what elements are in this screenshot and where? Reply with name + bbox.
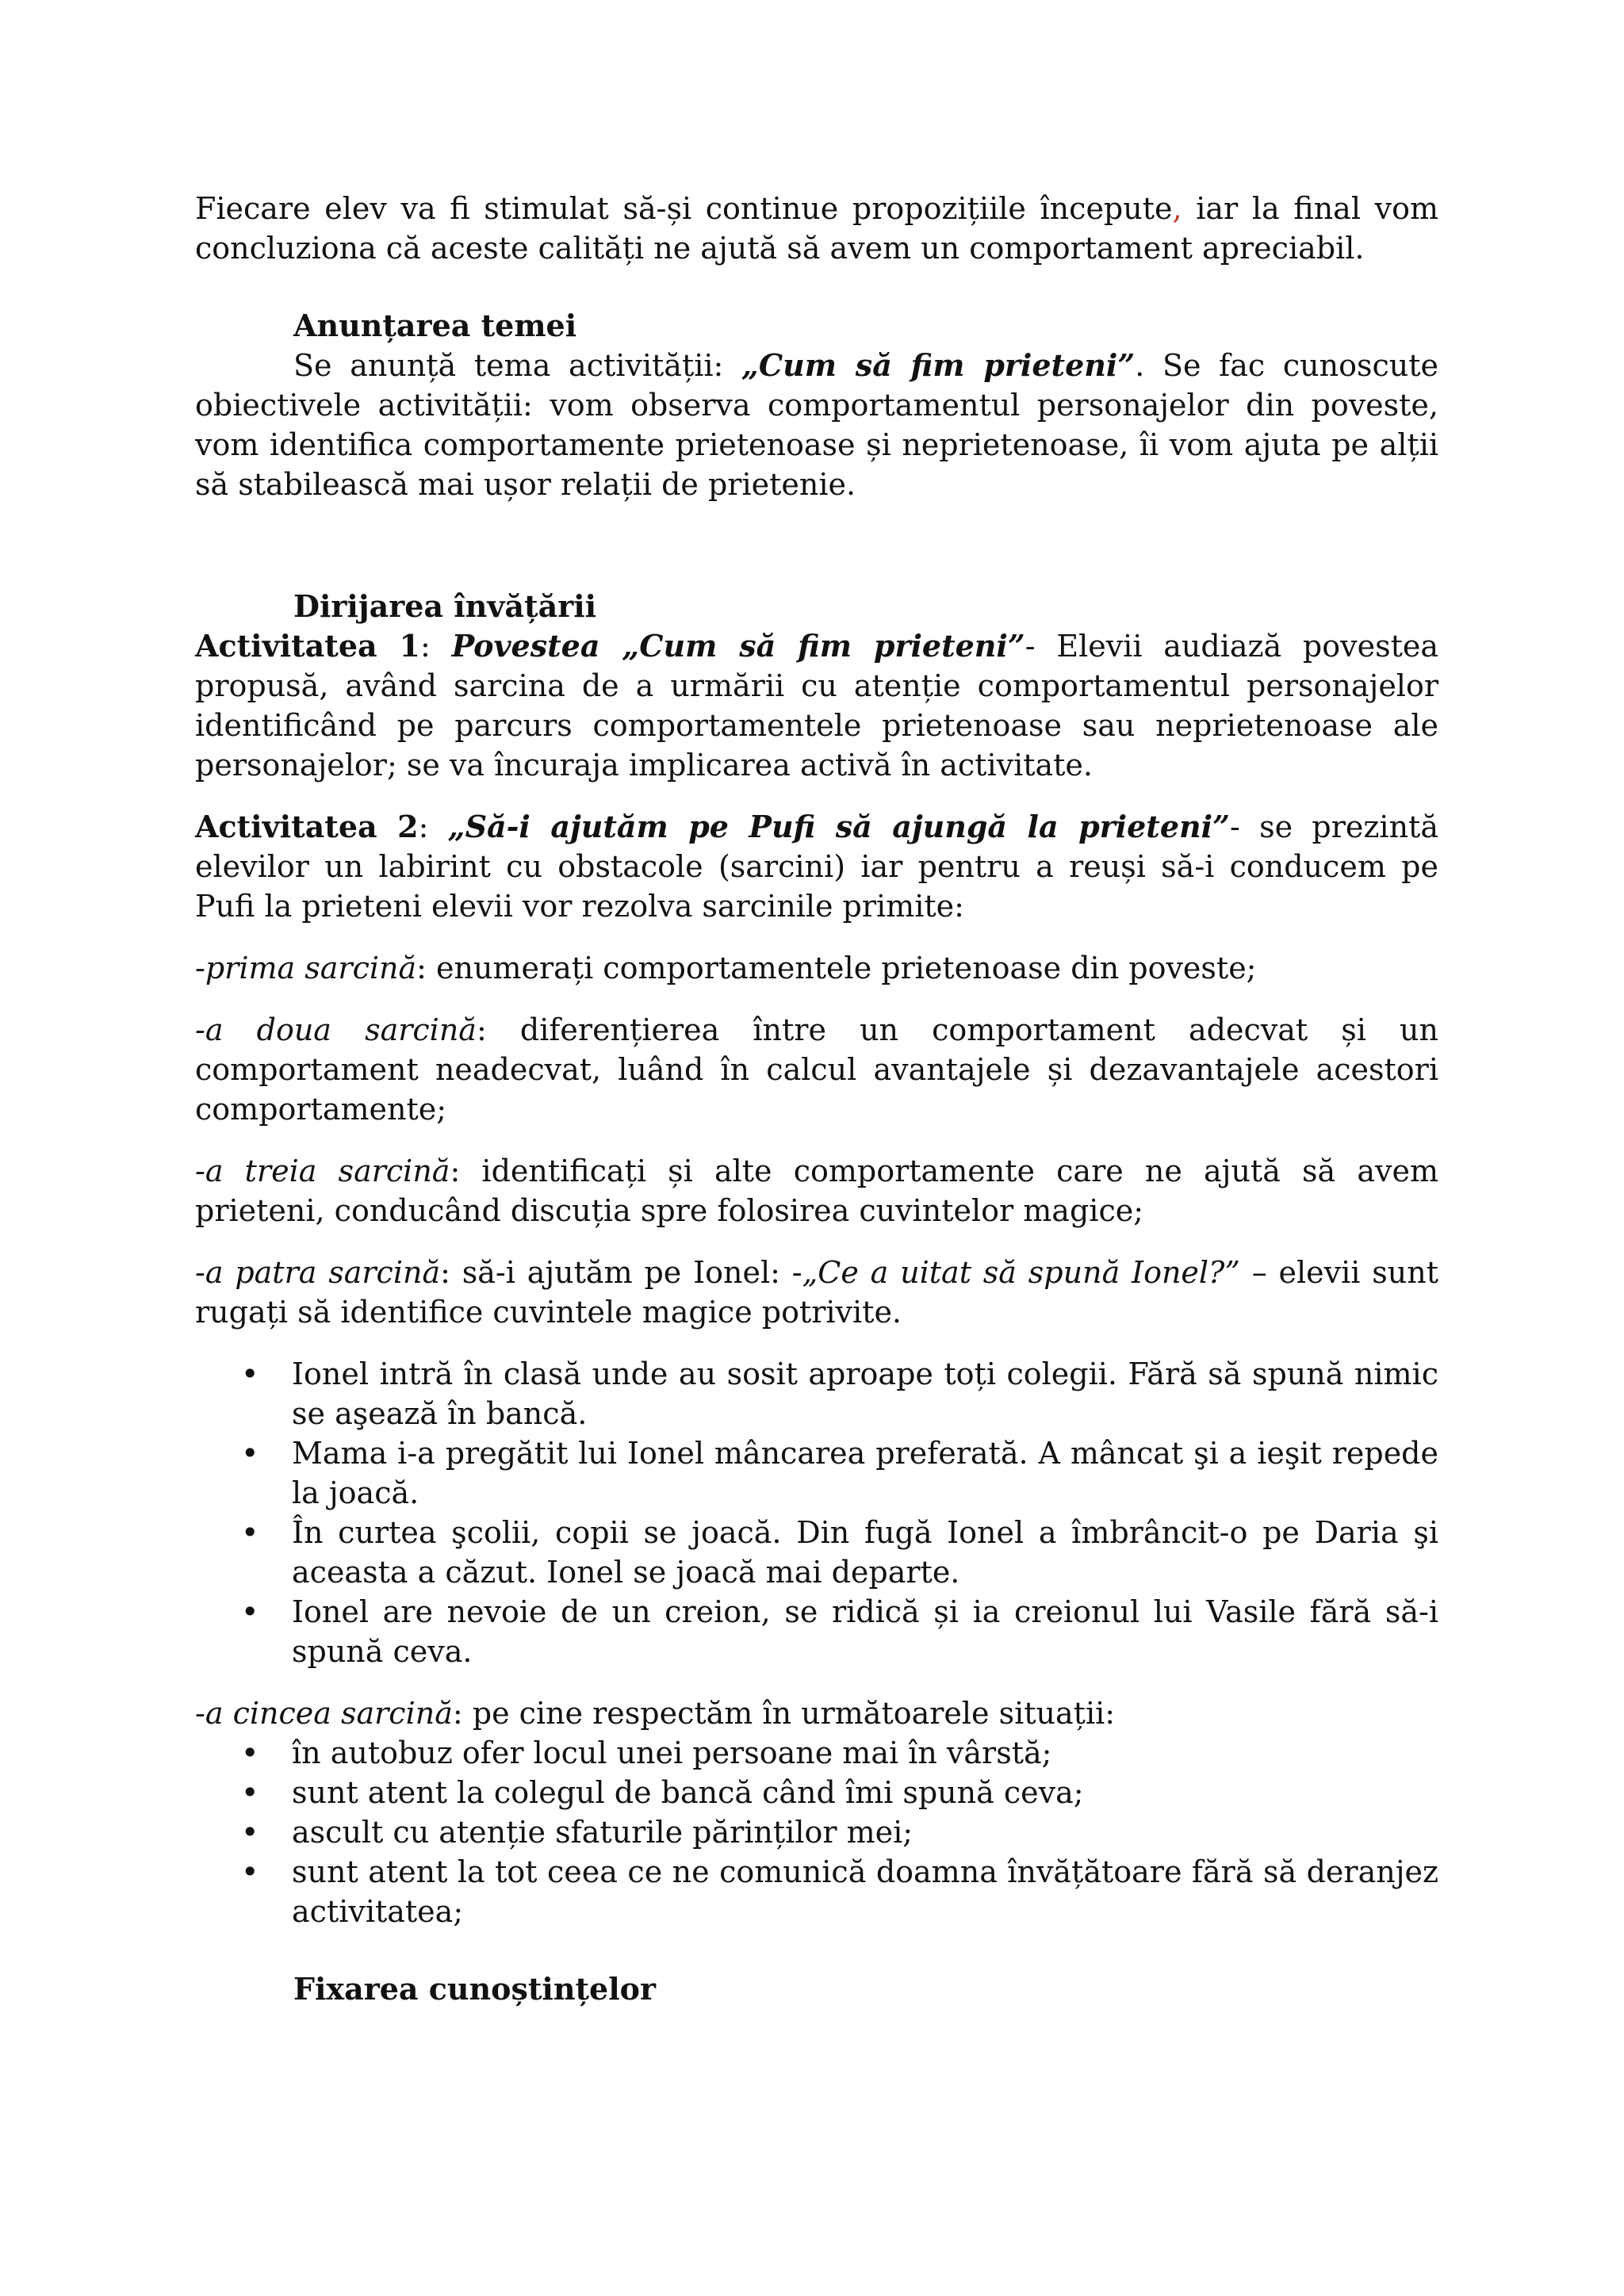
list-item-text: Ionel intră în clasă unde au sosit aproape toți colegii. Fără să spună nimic se aşează în bancă. — [292, 1357, 1438, 1431]
task-4 — [195, 1253, 1438, 1332]
list-item — [195, 1812, 1438, 1852]
document-page — [195, 189, 1438, 2009]
task-1-label: -prima sarcină — [195, 951, 417, 985]
task-2-label: -a doua sarcină — [195, 1012, 477, 1047]
red-comma: , — [1172, 191, 1182, 226]
anuntare-text-1: Se anunță tema activității: — [293, 348, 742, 383]
task-3-text: : identificați și alte comportamente care ne ajută să avem prieteni, conducând discuția spre folosirea cuvintelor magice; — [195, 1154, 1438, 1228]
activity-2-text: - se prezintă elevilor un labirint cu obstacole (sarcini) iar pentru a reuși să-i conducem pe Pufi la prieteni elevii vor rezolva sarcinile primite: — [195, 809, 1438, 924]
anuntare-paragraph — [195, 346, 1438, 504]
activity-1-text: - Elevii audiază povestea propusă, având sarcina de a urmării cu atenție comportamentul personajelor identificând pe parcurs comportamentele prietenoase sau neprietenoase ale personajelor; se va încuraja implicarea activă în activitate. — [195, 629, 1439, 783]
task-4-text-a: : să-i ajutăm pe Ionel: - — [440, 1255, 802, 1290]
activity-1-paragraph — [195, 626, 1438, 785]
task-3 — [195, 1151, 1438, 1230]
bullet-icon: • — [241, 1436, 259, 1471]
list-item-text: sunt atent la tot ceea ce ne comunică doamna învățătoare fără să deranjez activitatea; — [292, 1854, 1438, 1929]
activity-1-colon: : — [420, 629, 452, 664]
list-item-text: sunt atent la colegul de bancă când îmi spună ceva; — [292, 1775, 1084, 1810]
anuntare-heading: Anunțarea temei — [293, 308, 577, 343]
task-1 — [195, 948, 1438, 988]
activity-1-title: Povestea „Cum să fim prieteni” — [451, 628, 1025, 664]
list-item-text: În curtea şcolii, copii se joacă. Din fugă Ionel a îmbrâncit-o pe Daria şi aceasta a căzut. Ionel se joacă mai departe. — [292, 1515, 1438, 1590]
intro-paragraph — [195, 189, 1438, 268]
anuntare-theme: „Cum să fim prieteni” — [741, 347, 1136, 383]
bullet-icon: • — [241, 1854, 259, 1889]
list-item — [195, 1433, 1438, 1513]
list-item-text: ascult cu atenție sfaturile părinților mei; — [292, 1815, 914, 1850]
task-3-label: -a treia sarcină — [195, 1154, 450, 1188]
list-item — [195, 1592, 1438, 1671]
list-item-text: Mama i-a pregătit lui Ionel mâncarea preferată. A mâncat şi a ieşit repede la joacă. — [292, 1436, 1438, 1510]
list-item — [195, 1513, 1438, 1592]
bullet-icon: • — [241, 1775, 259, 1810]
list-item-text: în autobuz ofer locul unei persoane mai în vârstă; — [292, 1735, 1052, 1770]
intro-text-2: iar la final vom concluziona că aceste calități ne ajută să avem un comportament apreciabil. — [195, 191, 1439, 266]
list-item — [195, 1852, 1438, 1931]
activity-2-colon: : — [418, 809, 448, 844]
intro-text-1: Fiecare elev va fi stimulat să-și continue propozițiile începute — [195, 191, 1173, 226]
bullet-icon: • — [241, 1515, 259, 1550]
ionel-list — [195, 1354, 1438, 1671]
activity-1-label: Activitatea 1 — [195, 628, 420, 664]
bullet-icon: • — [241, 1815, 259, 1850]
task-2-text: : diferențierea între un comportament adecvat și un comportament neadecvat, luând în calcul avantajele și dezavantajele acestori comportamente; — [195, 1012, 1439, 1127]
respect-list — [195, 1733, 1438, 1931]
list-item-text: Ionel are nevoie de un creion, se ridică și ia creionul lui Vasile fără să-i spună ceva. — [292, 1594, 1438, 1669]
task-5 — [195, 1693, 1438, 1733]
list-item — [195, 1773, 1438, 1812]
task-4-quote: „Ce a uitat să spună Ionel?” — [802, 1255, 1240, 1290]
dirijare-heading: Dirijarea învățării — [293, 588, 597, 624]
fixare-heading: Fixarea cunoștințelor — [293, 1971, 657, 2007]
task-4-text-b: – elevii sunt rugați să identifice cuvintele magice potrivite. — [195, 1255, 1438, 1330]
task-1-text: : enumerați comportamentele prietenoase din poveste; — [416, 951, 1257, 985]
activity-2-paragraph — [195, 807, 1438, 926]
task-5-label: -a cincea sarcină — [195, 1696, 453, 1731]
list-item — [195, 1354, 1438, 1433]
anuntare-text-2: . Se fac cunoscute obiectivele activității: vom observa comportamentul personajelor din poveste, vom identifica comportamente prietenoase și neprietenoase, îi vom ajuta pe alții să stabilească mai ușor relații de prietenie. — [195, 348, 1438, 502]
activity-2-title: „Să-i ajutăm pe Pufi să ajungă la prieteni” — [447, 809, 1230, 844]
list-item — [195, 1733, 1438, 1773]
bullet-icon: • — [241, 1735, 259, 1770]
task-5-text: : pe cine respectăm în următoarele situații: — [452, 1696, 1116, 1731]
activity-2-label: Activitatea 2 — [195, 809, 419, 844]
task-4-label: -a patra sarcină — [195, 1255, 441, 1290]
task-2 — [195, 1010, 1438, 1129]
bullet-icon: • — [241, 1594, 259, 1629]
bullet-icon: • — [241, 1357, 259, 1391]
